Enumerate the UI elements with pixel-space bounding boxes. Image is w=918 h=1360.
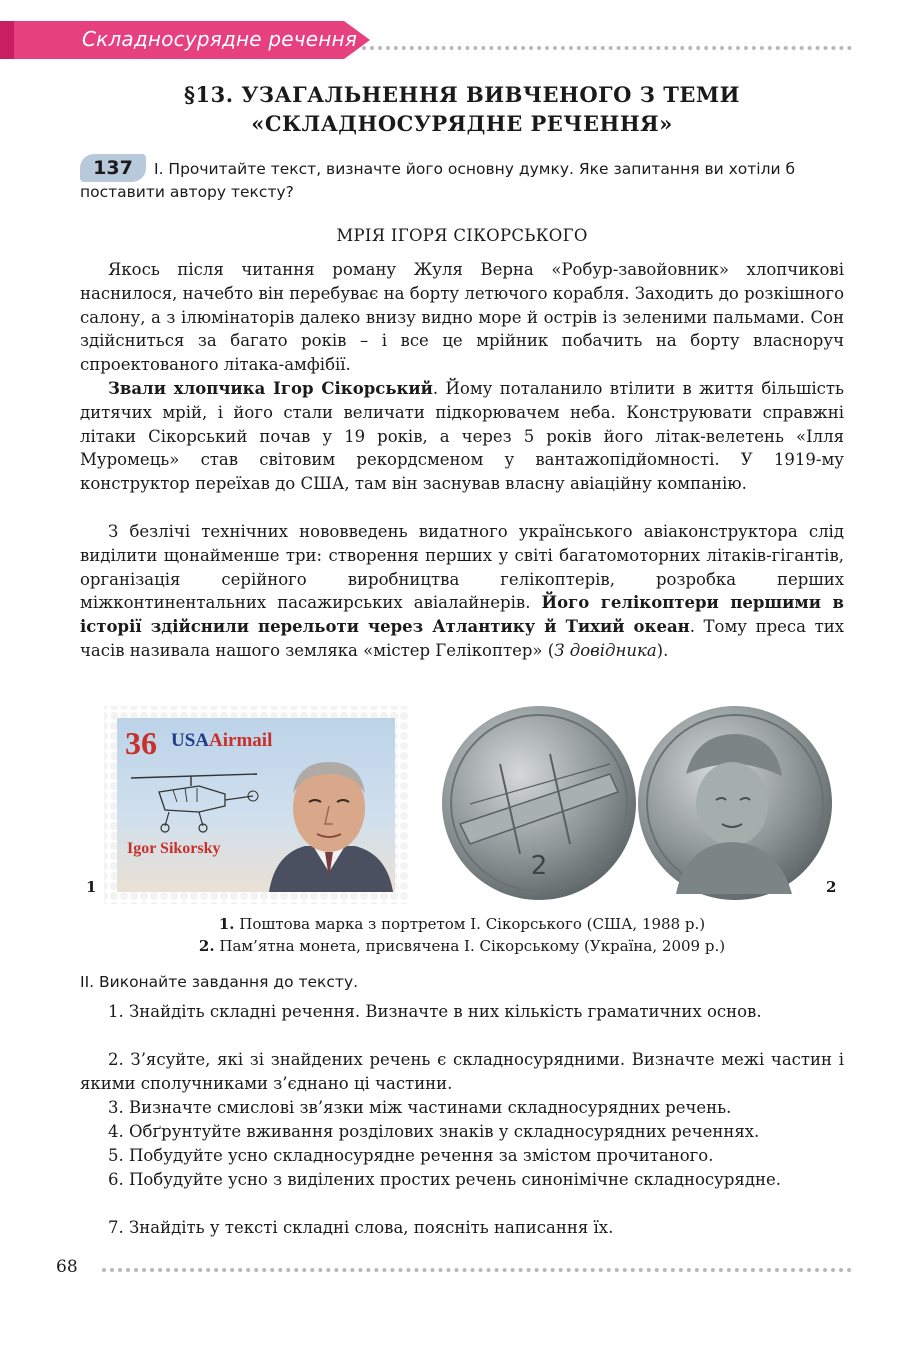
svg-text:2: 2: [530, 851, 548, 881]
caption-number: 2.: [198, 937, 215, 955]
figure-number-1: 1: [86, 878, 97, 896]
header-dotted-rule: [362, 46, 852, 50]
section-title: [80, 80, 844, 138]
figure-number-2: 2: [826, 878, 837, 896]
commemorative-coin-reverse-icon: [440, 704, 638, 902]
stamp-irmail: irmail: [222, 730, 273, 751]
task-item-4: 4. Обґрунтуйте вживання розділових знаків у складносурядних реченнях.: [108, 1122, 760, 1141]
figure-caption-2: [80, 935, 844, 958]
task-item-3: 3. Визначте смислові зв’язки між частинами складносурядних речень.: [108, 1098, 732, 1117]
stamp-name: Igor Sikorsky: [127, 840, 221, 857]
stamp-value: 36: [125, 725, 157, 761]
caption-text: Поштова марка з портретом І. Сікорського (США, 1988 р.): [234, 915, 706, 933]
postage-stamp-image: [117, 718, 395, 892]
paragraph-text: . Тому преса тих часів називала нашого земляка «містер Гелікоптер» (: [80, 617, 845, 660]
footer-dotted-rule: [102, 1268, 852, 1272]
header-accent-stripe: [0, 21, 14, 59]
task-item-1: 1. Знайдіть складні речення. Визначте в них кількість граматичних основ.: [108, 1002, 762, 1021]
helicopter-drawing-icon: [129, 770, 259, 836]
paragraph-text: ).: [656, 640, 669, 660]
stamp-a: A: [209, 730, 223, 751]
stamp-usa: USA: [171, 730, 210, 751]
text-paragraph-3: [80, 520, 844, 663]
task-item-5: 5. Побудуйте усно складносурядне речення за змістом прочитаного.: [108, 1146, 714, 1165]
task-item-7: 7. Знайдіть у тексті складні слова, поясніть написання їх.: [108, 1218, 614, 1237]
text-paragraph-2: [80, 377, 844, 496]
paragraph-text: З безлічі технічних нововведень видатного українського авіаконструктора слід виділити щонайменше три: створення перших у світі багатомоторних літаків-гігантів, організація серійного виробництва гелікоптерів, розробка перших міжконтинентальних пасажирських авіалайнерів.: [80, 522, 844, 613]
task-item-6: 6. Побудуйте усно з виділених простих речень синонімічне складносурядне.: [108, 1170, 781, 1189]
text-title: МРІЯ ІГОРЯ СІКОРСЬКОГО: [336, 226, 588, 245]
caption-number: 1.: [218, 915, 235, 933]
paragraph-text: . Йому поталанило втілити в життя більшість дитячих мрій, і його стали величати підкорювачем неба. Конструювати справжні літаки Сікорський почав у 19 років, а через 5 років його літак-велетень «Ілля Муромець» став світовим рекордсменом у вантажопідйомності. У 1919-му конструктор переїхав до США, там він заснував власну авіаційну компанію.: [80, 379, 844, 494]
section-title-line-1: §13. УЗАГАЛЬНЕННЯ ВИВЧЕНОГО З ТЕМИ: [184, 82, 740, 107]
caption-text: Пам’ятна монета, присвячена І. Сікорському (Україна, 2009 р.): [214, 937, 726, 955]
source-reference: З довідника: [554, 640, 657, 660]
text-paragraph-1: Якось після читання роману Жуля Верна «Робур-завойовник» хлопчикові наснилося, начебто він перебуває на борту летючого корабля. Заходить до розкішного салону, а з ілюмінаторів далеко внизу видно море й острів із зеленими пальмами. Сон здійсниться за багато років – і все це мрійник побачить на борту власноруч спроектованого літака-амфібії.: [80, 260, 844, 375]
commemorative-coin-obverse-icon: [636, 704, 837, 902]
exercise-number-badge: 137: [80, 154, 146, 182]
part-2-heading: ІІ. Виконайте завдання до тексту.: [80, 973, 359, 991]
task-item-2: 2. З’ясуйте, які зі знайдених речень є складносурядними. Визначте межі частин і якими сполучниками з’єднано ці частини.: [80, 1050, 844, 1093]
section-header-label: Складносурядне речення: [82, 27, 358, 51]
bold-sentence: Його гелікоптери першими в історії здійснили перельоти через Атлантику й Тихий океан: [80, 593, 844, 637]
section-title-line-2: «СКЛАДНОСУРЯДНЕ РЕЧЕННЯ»: [251, 111, 673, 136]
exercise-task: І. Прочитайте текст, визначте його основну думку. Яке запитання ви хотіли б поставити автору тексту?: [80, 160, 796, 201]
figure-caption-1: [80, 913, 844, 936]
sikorsky-portrait-icon: [265, 754, 395, 892]
stamp-airmail-label: [171, 730, 272, 752]
page-number: 68: [56, 1257, 78, 1277]
bold-sentence: Звали хлопчика Ігор Сікорський: [108, 379, 433, 398]
